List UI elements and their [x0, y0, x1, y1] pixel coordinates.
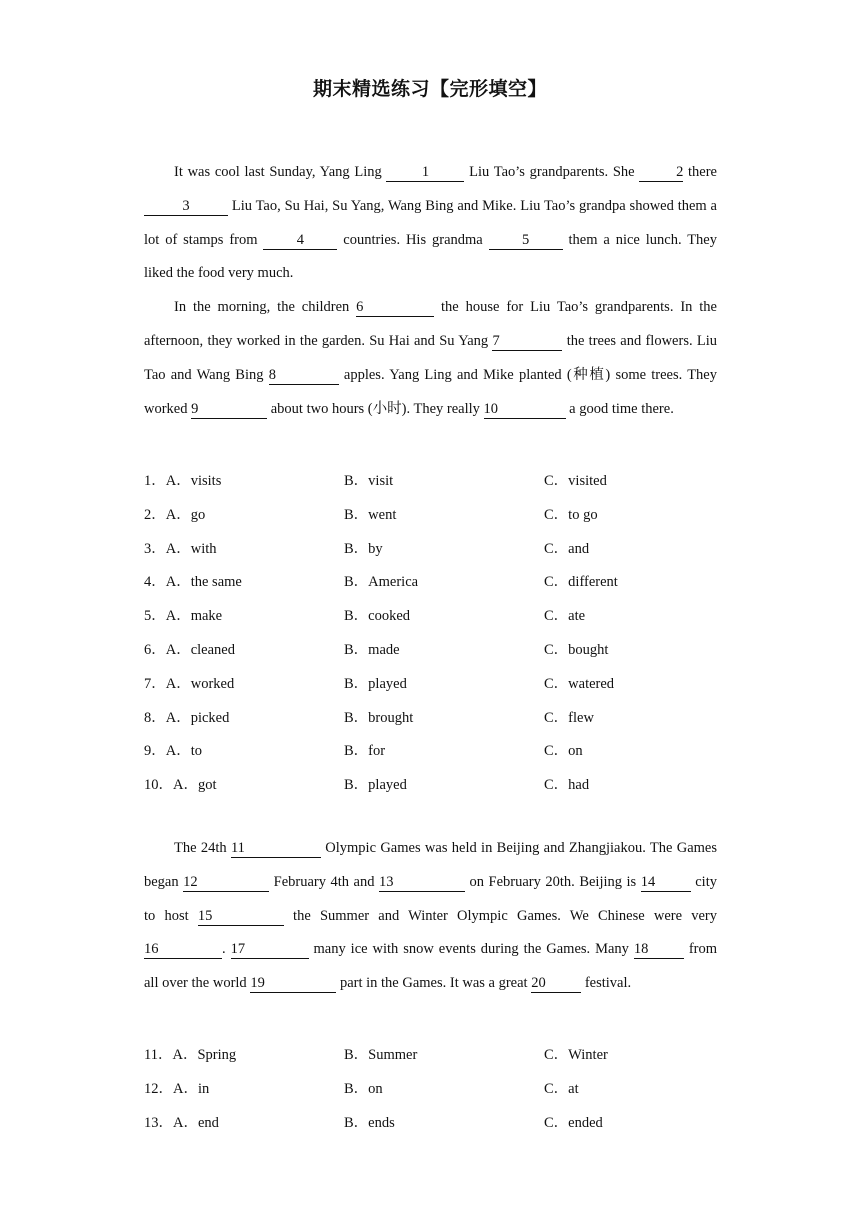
option-b[interactable]: B．visit — [344, 473, 394, 489]
blank-1: 1 — [386, 163, 464, 182]
blank-17: 17 — [231, 940, 309, 959]
option-a[interactable]: 6．A．cleaned — [144, 642, 235, 658]
passage-text: It was cool last Sunday, Yang Ling — [174, 164, 387, 180]
passage-text: the trees and flowers. Liu Tao and Wang Bing — [144, 332, 717, 383]
passage-text: a good time there. — [565, 400, 674, 417]
page-title: 期末精选练习【完形填空】 — [312, 78, 547, 100]
option-b[interactable]: B．by — [344, 540, 383, 557]
option-a[interactable]: 9．A．to — [144, 743, 202, 760]
option-c[interactable]: C．to go — [544, 506, 598, 523]
passage-text: Liu Tao, Su Hai, Su Yang, Wang Bing and Mike. Liu Tao’s grandpa showed them a lot of stamps from — [144, 197, 717, 248]
option-c[interactable]: C．watered — [544, 675, 615, 692]
option-b[interactable]: B．America — [344, 574, 419, 591]
option-b[interactable]: B．brought — [344, 709, 414, 726]
passage-text: . — [222, 941, 231, 958]
blank-19: 19 — [250, 974, 336, 993]
passage-1-paragraph-2 — [144, 291, 717, 426]
passage-text: countries. His grandma — [337, 231, 489, 248]
question-row — [144, 503, 724, 523]
passage-text: many ice with snow events during the Games. Many — [308, 941, 634, 958]
passage-1 — [144, 156, 717, 426]
option-c[interactable]: C．different — [544, 574, 618, 591]
blank-3: 3 — [144, 197, 228, 216]
blank-6: 6 — [356, 298, 434, 317]
blank-11: 11 — [231, 839, 321, 858]
blank-8: 8 — [269, 366, 339, 385]
question-row — [144, 739, 724, 759]
blank-10: 10 — [484, 400, 566, 419]
option-a[interactable]: 11．A．Spring — [144, 1047, 237, 1063]
option-c[interactable]: C．at — [544, 1080, 579, 1097]
passage-text: In the morning, the children — [174, 299, 357, 316]
question-row — [144, 1043, 724, 1063]
passage-text: February 4th and — [269, 873, 380, 890]
option-b[interactable]: B．for — [344, 743, 386, 760]
blank-20: 20 — [531, 974, 581, 993]
option-b[interactable]: B．Summer — [344, 1047, 418, 1063]
question-row — [144, 1111, 724, 1131]
passage-text: The 24th — [174, 840, 231, 856]
passage-1-paragraph-1 — [144, 156, 717, 291]
option-a[interactable]: 10．A．got — [144, 777, 217, 794]
passage-text: Olympic Games was held in Beijing and Zhangjiakou. The Games began — [144, 840, 717, 890]
passage-text: there — [683, 164, 717, 180]
question-row — [144, 537, 724, 557]
question-row — [144, 604, 724, 624]
option-c[interactable]: C．visited — [544, 473, 607, 489]
option-a[interactable]: 2．A．go — [144, 506, 206, 523]
passage-text: part in the Games. It was a great — [336, 975, 532, 992]
passage-text: from all over the world — [144, 941, 718, 992]
blank-9: 9 — [191, 400, 267, 419]
option-a[interactable]: 4．A．the same — [144, 574, 242, 591]
option-a[interactable]: 7．A．worked — [144, 675, 235, 692]
option-a[interactable]: 8．A．picked — [144, 709, 230, 726]
blank-7: 7 — [492, 332, 562, 351]
option-b[interactable]: B．on — [344, 1080, 383, 1097]
option-a[interactable]: 13．A．end — [144, 1114, 219, 1131]
passage-2 — [144, 832, 717, 1001]
passage-text: apples. Yang Ling and Mike planted (种植) some trees. They worked — [144, 366, 717, 417]
option-b[interactable]: B．made — [344, 642, 400, 658]
option-c[interactable]: C．flew — [544, 709, 594, 726]
passage-text: Liu Tao’s grandparents. She — [464, 164, 640, 180]
option-a[interactable]: 1．A．visits — [144, 473, 222, 489]
blank-2: 2 — [639, 163, 683, 182]
option-a[interactable]: 5．A．make — [144, 608, 223, 625]
passage-text: festival. — [581, 975, 632, 992]
option-b[interactable]: B．ends — [344, 1114, 395, 1131]
passage-text: city to host — [144, 873, 717, 924]
passage-text: about two hours (小时). They really — [267, 400, 484, 417]
blank-16: 16 — [144, 940, 222, 959]
option-b[interactable]: B．went — [344, 506, 397, 523]
question-row — [144, 672, 724, 692]
option-c[interactable]: C．on — [544, 743, 583, 760]
question-row — [144, 706, 724, 726]
question-row — [144, 570, 724, 590]
passage-text: them a nice lunch. They liked the food very much. — [144, 231, 717, 282]
blank-4: 4 — [263, 231, 337, 250]
passage-text: the Summer and Winter Olympic Games. We Chinese were very — [283, 907, 717, 924]
blank-12: 12 — [183, 873, 269, 892]
blank-14: 14 — [641, 873, 691, 892]
question-row — [144, 773, 724, 793]
option-c[interactable]: C．Winter — [544, 1047, 608, 1063]
blank-15: 15 — [198, 907, 284, 926]
option-c[interactable]: C．ate — [544, 608, 586, 625]
blank-5: 5 — [489, 231, 563, 250]
option-b[interactable]: B．played — [344, 777, 407, 794]
question-row — [144, 638, 724, 658]
option-b[interactable]: B．played — [344, 675, 407, 692]
question-row — [144, 469, 724, 489]
passage-text: on February 20th. Beijing is — [465, 873, 641, 890]
option-c[interactable]: C．bought — [544, 642, 609, 658]
option-c[interactable]: C．had — [544, 777, 590, 794]
passage-text: the house for Liu Tao’s grandparents. In the afternoon, they worked in the garden. Su Hai and Su Yang — [144, 299, 717, 349]
option-a[interactable]: 3．A．with — [144, 540, 217, 557]
blank-18: 18 — [634, 940, 684, 959]
option-a[interactable]: 12．A．in — [144, 1080, 210, 1097]
question-row — [144, 1077, 724, 1097]
option-b[interactable]: B．cooked — [344, 608, 411, 625]
passage-2-paragraph-1 — [144, 832, 717, 1001]
blank-13: 13 — [379, 873, 465, 892]
option-c[interactable]: C．ended — [544, 1114, 603, 1131]
option-c[interactable]: C．and — [544, 540, 590, 557]
